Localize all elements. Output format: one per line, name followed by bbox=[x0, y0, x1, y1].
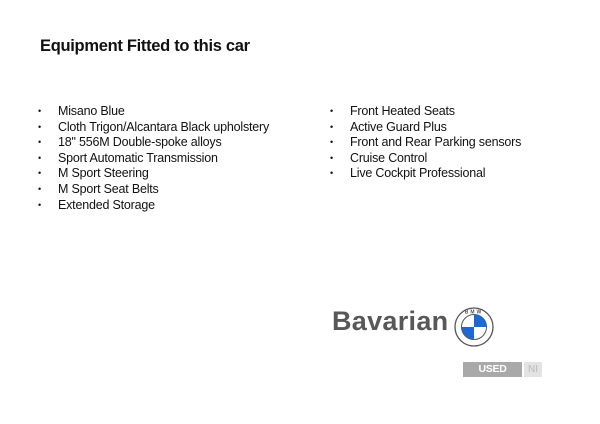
equipment-item bbox=[38, 104, 269, 120]
equipment-item bbox=[330, 104, 521, 120]
equipment-item-label: Cruise Control bbox=[350, 150, 428, 165]
equipment-item-label: Cloth Trigon/Alcantara Black upholstery bbox=[58, 119, 270, 134]
equipment-item bbox=[38, 135, 269, 151]
bullet-icon: • bbox=[330, 152, 333, 163]
bullet-icon: • bbox=[330, 137, 333, 148]
equipment-item bbox=[38, 119, 270, 136]
equipment-item-label: Live Cockpit Professional bbox=[350, 166, 486, 181]
equipment-item-label: Extended Storage bbox=[58, 197, 155, 212]
equipment-item bbox=[330, 150, 521, 167]
bullet-icon: • bbox=[38, 199, 41, 210]
equipment-item-label: Sport Automatic Transmission bbox=[58, 150, 218, 165]
roundel-text: BMW bbox=[464, 309, 484, 316]
equipment-item bbox=[38, 197, 269, 214]
bullet-icon: • bbox=[38, 183, 41, 194]
equipment-list-right bbox=[330, 104, 522, 182]
bullet-icon: • bbox=[38, 106, 41, 116]
bavarian-logo-text: Bavarian bbox=[332, 306, 449, 336]
bullet-icon: • bbox=[38, 121, 41, 132]
equipment-item-label: 18" 556M Double-spoke alloys bbox=[58, 135, 222, 150]
bullet-icon: • bbox=[330, 168, 333, 179]
bullet-icon: • bbox=[330, 121, 333, 132]
equipment-item-label: Misano Blue bbox=[58, 104, 125, 118]
equipment-item bbox=[330, 119, 521, 136]
bmw-roundel-icon bbox=[454, 307, 494, 347]
bullet-icon: • bbox=[38, 152, 41, 163]
equipment-item-label: Front and Rear Parking sensors bbox=[350, 135, 522, 150]
region-badge: NI bbox=[524, 362, 542, 377]
equipment-item bbox=[38, 150, 269, 167]
equipment-item bbox=[330, 166, 521, 182]
equipment-item-label: Front Heated Seats bbox=[350, 104, 455, 118]
bullet-icon: • bbox=[38, 137, 41, 148]
bullet-icon: • bbox=[330, 106, 333, 116]
equipment-item-label: M Sport Seat Belts bbox=[58, 181, 159, 196]
equipment-item bbox=[38, 181, 269, 198]
used-cars-badge: USED CARS bbox=[463, 362, 522, 377]
equipment-item bbox=[330, 135, 522, 151]
equipment-item-label: Active Guard Plus bbox=[350, 119, 447, 134]
equipment-item bbox=[38, 166, 269, 182]
bullet-icon: • bbox=[38, 168, 41, 179]
page-title: Equipment Fitted to this car bbox=[40, 37, 250, 55]
equipment-list-left bbox=[38, 104, 270, 213]
equipment-item-label: M Sport Steering bbox=[58, 166, 149, 181]
